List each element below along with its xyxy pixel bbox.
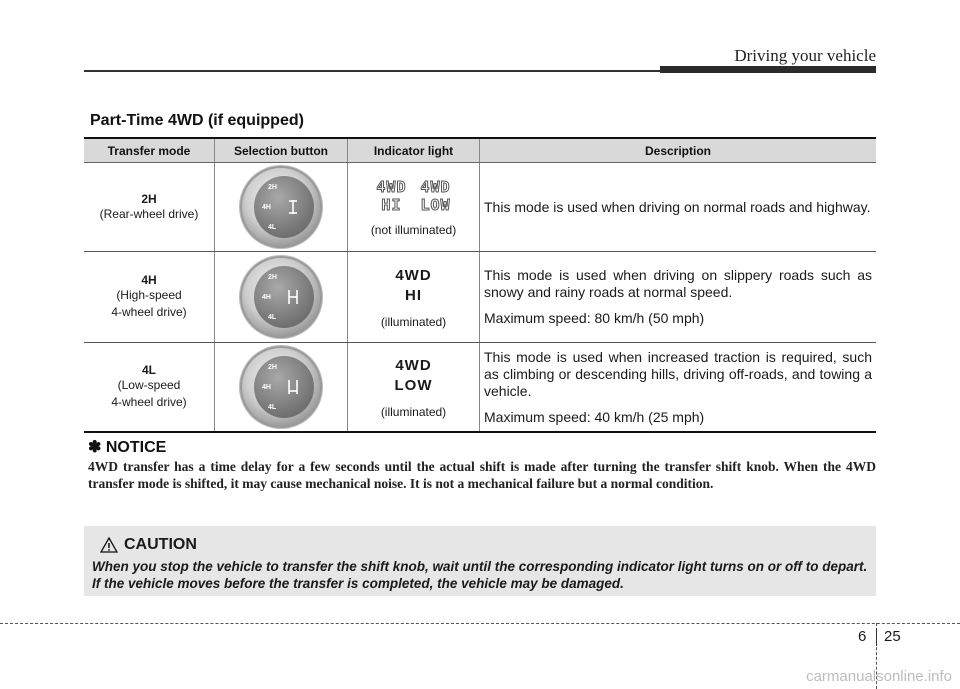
column-header-indicator-light: Indicator light <box>348 139 480 162</box>
caution-heading <box>100 536 197 554</box>
chapter-number: 6 <box>858 628 867 645</box>
mode-description-line: 4-wheel drive) <box>111 395 187 409</box>
mode-description: (Rear-wheel drive) <box>99 206 199 221</box>
selection-button-cell <box>215 252 348 342</box>
description-text: This mode is used when driving on normal roads and highway. <box>484 198 871 215</box>
table-row <box>84 343 876 431</box>
indicator-4wd-hi-unlit: 4WD HI <box>376 177 407 214</box>
description-cell <box>480 252 876 342</box>
description-cell <box>480 343 876 431</box>
transfer-mode-cell <box>84 252 215 342</box>
description-cell <box>480 163 876 251</box>
max-speed-text: Maximum speed: 80 km/h (50 mph) <box>484 310 705 326</box>
warning-triangle-icon <box>100 537 118 553</box>
notice-title: NOTICE <box>105 439 167 456</box>
mode-description-line: (High-speed <box>116 288 182 302</box>
indicator-note: (illuminated) <box>380 314 447 329</box>
selection-button-cell <box>215 343 348 431</box>
indicator-light-cell <box>348 343 480 431</box>
transfer-mode-table <box>84 137 876 433</box>
page-number: 25 <box>884 628 901 645</box>
indicator-4wd-hi-lit: 4WD HI <box>395 266 432 304</box>
mode-description-line: (Low-speed <box>117 378 181 392</box>
knob-label-2h: 2H <box>268 184 277 191</box>
column-header-transfer-mode: Transfer mode <box>84 139 215 162</box>
indicator-note: (not illuminated) <box>370 222 457 237</box>
column-header-description: Description <box>644 143 711 158</box>
transfer-mode-cell <box>84 343 215 431</box>
table-row <box>84 252 876 343</box>
transfer-mode-cell <box>84 163 215 251</box>
indicator-4wd-low-unlit: 4WD LOW <box>420 177 451 214</box>
indicator-light-cell <box>348 163 480 251</box>
footer-rule <box>0 623 960 624</box>
selection-button-cell <box>215 163 348 251</box>
mode-code: 2H <box>141 191 157 206</box>
section-title: Part-Time 4WD (if equipped) <box>90 112 304 129</box>
knob-label-4l: 4L <box>268 404 277 411</box>
table-header-row <box>84 139 876 163</box>
drivetrain-icon <box>286 378 300 396</box>
knob-label-4h: 4H <box>262 384 271 391</box>
knob-label-4l: 4L <box>268 224 277 231</box>
table-row <box>84 163 876 252</box>
transfer-knob-4l-icon <box>240 346 322 428</box>
indicator-note: (illuminated) <box>380 404 447 419</box>
knob-label-2h: 2H <box>268 364 277 371</box>
description-text: This mode is used when driving on slippery roads such as snowy and rainy roads at normal speed. <box>484 267 872 300</box>
header-rule-accent <box>660 66 876 73</box>
knob-label-4l: 4L <box>268 314 277 321</box>
indicator-4wd-low-lit: 4WD LOW <box>394 356 433 394</box>
notice-symbol-icon: ✽ <box>88 439 102 456</box>
description-text: This mode is used when increased traction is required, such as climbing or descending hills, driving off-roads, and towing a vehicle. <box>484 348 872 399</box>
notice-heading <box>88 437 166 457</box>
indicator-light-cell <box>348 252 480 342</box>
mode-code: 4L <box>141 363 156 377</box>
header-rule <box>84 70 664 72</box>
transfer-knob-2h-icon <box>240 166 322 248</box>
transfer-knob-4h-icon <box>240 256 322 338</box>
column-header-selection-button: Selection button <box>215 139 348 162</box>
knob-label-4h: 4H <box>262 204 271 211</box>
mode-code: 4H <box>141 273 157 287</box>
running-header: Driving your vehicle <box>734 46 876 65</box>
mode-description-line: 4-wheel drive) <box>111 305 187 319</box>
knob-label-2h: 2H <box>268 274 277 281</box>
drivetrain-icon <box>286 198 300 216</box>
knob-label-4h: 4H <box>262 294 271 301</box>
page-number-divider <box>876 628 877 646</box>
indicator-unlit-pair <box>376 178 450 214</box>
drivetrain-icon <box>286 288 300 306</box>
notice-body: 4WD transfer has a time delay for a few seconds until the actual shift is made after turning the transfer shift knob. When the 4WD transfer mode is shifted, it may cause mechanical noise. It is not a mechanical failure but a normal condition. <box>88 459 876 491</box>
watermark: carmanualsonline.info <box>806 668 952 685</box>
caution-title: CAUTION <box>124 536 197 553</box>
caution-box <box>84 526 876 596</box>
max-speed-text: Maximum speed: 40 km/h (25 mph) <box>484 408 705 425</box>
caution-body: When you stop the vehicle to transfer the shift knob, wait until the corresponding indicator light turns on or off to depart. If the vehicle moves before the transfer is completed, the vehicle may be damaged. <box>92 559 868 591</box>
